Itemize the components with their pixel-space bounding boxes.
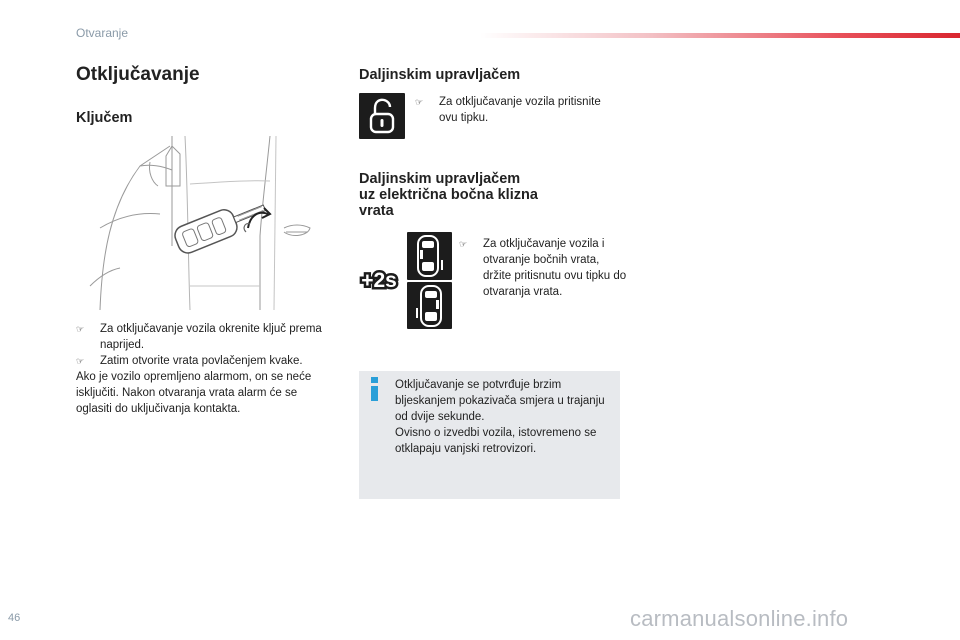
sliding-door-right-icon bbox=[407, 282, 452, 329]
remote-unlock-bullet: ☞ Za otključavanje vozila pritisnite ovu tipku. bbox=[415, 96, 601, 124]
remote-sliding-bullet: ☞ Za otključavanje vozila i otvaranje bočnih vrata, držite pritisnutu ovu tipku do otvaranja vrata. bbox=[459, 238, 627, 298]
unlock-button-icon bbox=[359, 93, 405, 139]
info-box bbox=[359, 371, 620, 499]
page-number: 46 bbox=[8, 612, 21, 624]
alarm-note: Ako je vozilo opremljeno alarmom, on se neće isključiti. Nakon otvaranja vrata alarm će se oglasiti do uključivanja kontakta. bbox=[76, 371, 312, 415]
car-door-key-illustration bbox=[80, 136, 322, 310]
kljucem-bullet-2: ☞ Zatim otvorite vrata povlačenjem kvake. bbox=[76, 355, 303, 367]
sliding-door-left-icon bbox=[407, 232, 452, 280]
kljucem-bullet-1: ☞ Za otključavanje vozila okrenite ključ prema naprijed. bbox=[76, 323, 322, 351]
heading-daljinski: Daljinskim upravljačem bbox=[359, 67, 521, 83]
info-text: Otključavanje se potvrđuje brzim bljeskanjem pokazivača smjera u trajanju od dvije sekunde. Ovisno o izvedbi vozila, istovremeno se otklapaju vanjski retrovizori. bbox=[395, 379, 605, 455]
pointer-bullet-icon: ☞ bbox=[459, 239, 468, 249]
heading-kljucem: Ključem bbox=[76, 110, 133, 126]
info-icon bbox=[369, 377, 381, 401]
hold-duration-label bbox=[356, 265, 402, 295]
pointer-bullet-icon: ☞ bbox=[76, 356, 85, 366]
heading-daljinski-sliding: Daljinskim upravljačem uz električna bočna klizna vrata bbox=[359, 171, 538, 219]
page-title: Otključavanje bbox=[76, 64, 200, 85]
pointer-bullet-icon: ☞ bbox=[76, 324, 85, 334]
pointer-bullet-icon: ☞ bbox=[415, 97, 424, 107]
header-accent-bar bbox=[480, 33, 960, 38]
section-label: Otvaranje bbox=[76, 26, 129, 40]
svg-text:+2s: +2s bbox=[361, 269, 397, 292]
open-padlock-icon bbox=[359, 93, 405, 139]
kljucem-instructions bbox=[76, 321, 326, 417]
watermark: carmanualsonline.info bbox=[630, 606, 849, 631]
